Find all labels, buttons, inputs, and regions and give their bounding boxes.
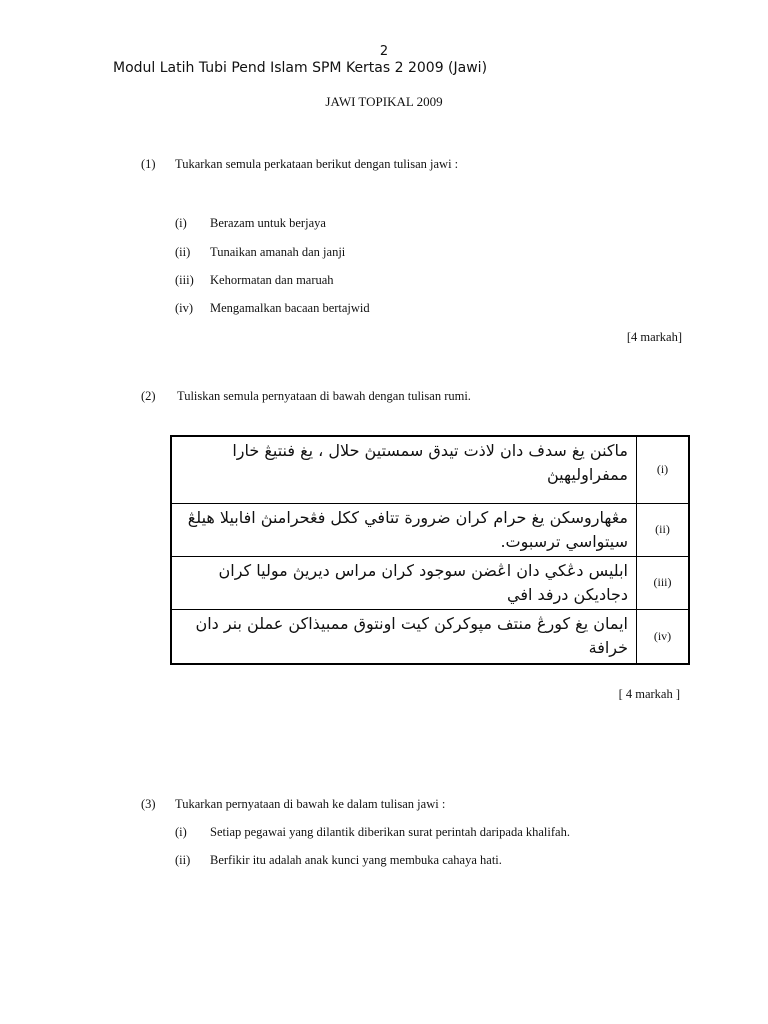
- document-title: JAWI TOPIKAL 2009: [325, 94, 443, 109]
- jawi-text-cell: ابليس دڠكي دان اڠضن سوجود كران مراس ديريڽ موليا كران دجاديكن درفد افي: [171, 556, 637, 609]
- row-number-cell: (i): [637, 436, 690, 503]
- q1-item-number: (iii): [175, 273, 194, 287]
- q1-item-text: Berazam untuk berjaya: [210, 216, 326, 230]
- question-2-marks: [ 4 markah ]: [618, 687, 680, 701]
- module-title: Modul Latih Tubi Pend Islam SPM Kertas 2 2009 (Jawi): [113, 60, 488, 76]
- row-number-cell: (iii): [637, 556, 690, 609]
- question-3-number: (3): [141, 797, 156, 811]
- question-1-marks: [4 markah]: [626, 330, 682, 344]
- question-2-instruction: Tuliskan semula pernyataan di bawah dengan tulisan rumi.: [177, 389, 471, 403]
- row-number-cell: (ii): [637, 503, 690, 556]
- q3-item-text: Setiap pegawai yang dilantik diberikan surat perintah daripada khalifah.: [210, 825, 570, 839]
- question-3-instruction: Tukarkan pernyataan di bawah ke dalam tulisan jawi :: [175, 797, 446, 811]
- q1-item-number: (i): [175, 216, 187, 230]
- jawi-text-cell: ايمان يغ كورڠ منتف مڽوكركن كيت اونتوق ممبيذاكن عملن بنر دان خرافة: [171, 609, 637, 664]
- q3-item-text: Berfikir itu adalah anak kunci yang membuka cahaya hati.: [210, 853, 502, 867]
- q1-item-number: (iv): [175, 301, 194, 315]
- table-row: [171, 503, 689, 556]
- question-1-instruction: Tukarkan semula perkataan berikut dengan tulisan jawi :: [175, 157, 459, 171]
- q1-item-text: Kehormatan dan maruah: [210, 273, 334, 287]
- q3-item-number: (i): [175, 825, 187, 839]
- table-row: [171, 609, 689, 664]
- page-number: 2: [379, 44, 389, 59]
- jawi-passage-table: [170, 435, 690, 665]
- jawi-text-cell: مڠهاروسكن يغ حرام كران ضرورة تتافي ككل فڠحرامنڽ افابيلا هيلڠ سيتواسي ترسبوت.: [171, 503, 637, 556]
- question-2-number: (2): [141, 389, 156, 403]
- q1-item-text: Tunaikan amanah dan janji: [210, 245, 346, 259]
- table-row: [171, 436, 689, 503]
- row-number-cell: (iv): [637, 609, 690, 664]
- q1-item-number: (ii): [175, 245, 191, 259]
- jawi-text-cell: ماكنن يغ سدف دان لاذت تيدق سمستيڽ حلال ، يغ فنتيڠ خارا ممفراوليهيڽ: [171, 436, 637, 503]
- q3-item-number: (ii): [175, 853, 191, 867]
- q1-item-text: Mengamalkan bacaan bertajwid: [210, 301, 370, 315]
- table-row: [171, 556, 689, 609]
- question-1-number: (1): [141, 157, 156, 171]
